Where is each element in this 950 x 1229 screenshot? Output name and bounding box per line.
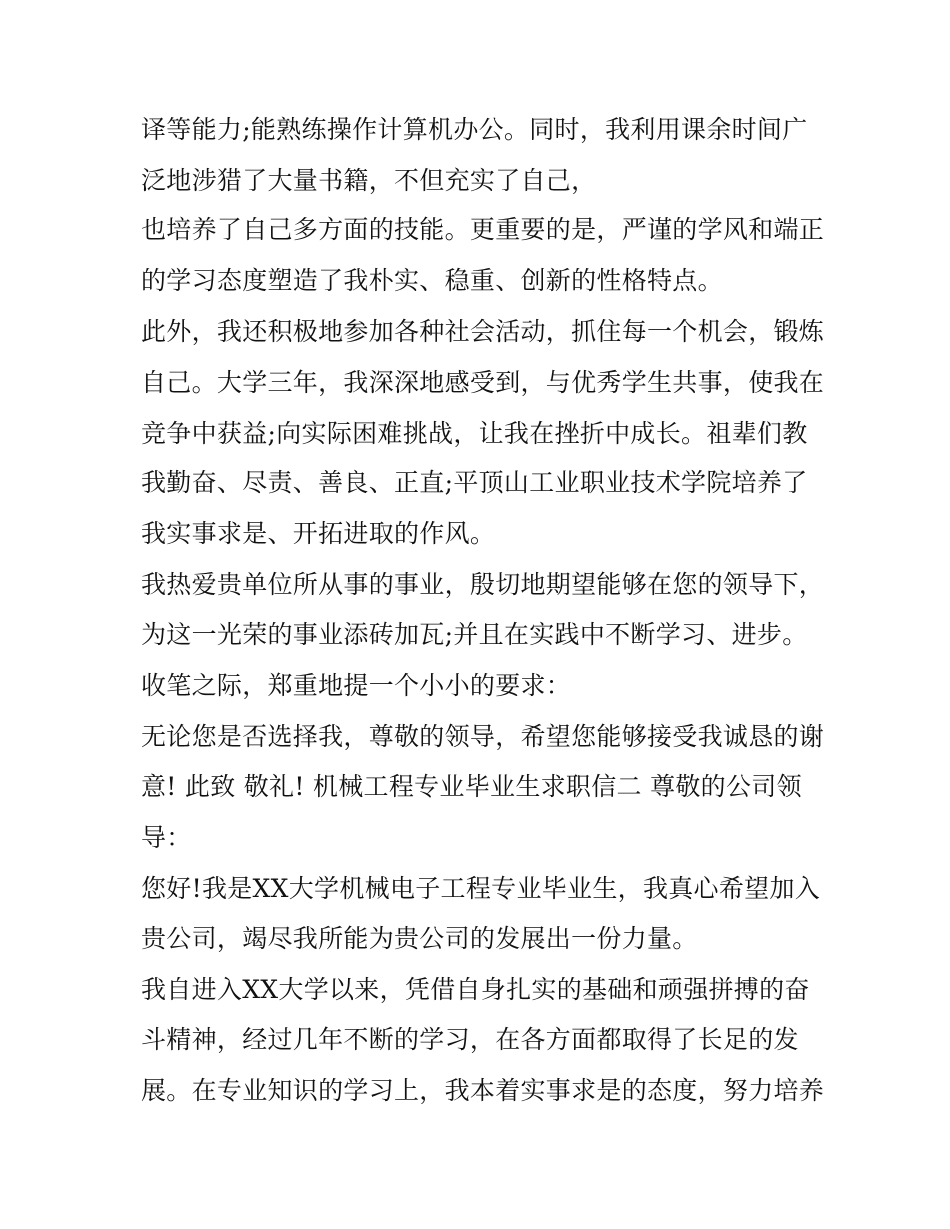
text-line: 我勤奋、尽责、善良、正直;平顶山工业职业技术学院培养了	[141, 468, 808, 497]
text-line: 我热爱贵单位所从事的事业，殷切地期望能够在您的领导下，	[141, 570, 825, 599]
text-line: 斗精神，经过几年不断的学习，在各方面都取得了长足的发	[141, 1025, 799, 1054]
text-line: 我实事求是、开拓进取的作风。	[141, 519, 496, 548]
text-line: 泛地涉猎了大量书籍，不但充实了自己，	[141, 166, 597, 195]
text-line: 您好!我是XX大学机械电子工程专业毕业生，我真心希望加入	[141, 874, 821, 903]
text-line: 自己。大学三年，我深深地感受到，与优秀学生共事，使我在	[141, 368, 825, 397]
text-line: 收笔之际，郑重地提一个小小的要求：	[141, 671, 572, 700]
text-line: 展。在专业知识的学习上，我本着实事求是的态度，努力培养	[141, 1076, 825, 1105]
text-line: 竞争中获益;向实际困难挑战，让我在挫折中成长。祖辈们教	[141, 419, 808, 448]
text-line: 译等能力;能熟练操作计算机办公。同时，我利用课余时间广	[141, 115, 808, 144]
text-line: 贵公司，竭尽我所能为贵公司的发展出一份力量。	[141, 924, 698, 953]
text-line: 此外，我还积极地参加各种社会活动，抓住每一个机会，锻炼	[141, 317, 825, 346]
text-line: 为这一光荣的事业添砖加瓦;并且在实践中不断学习、进步。	[141, 620, 808, 649]
text-line: 也培养了自己多方面的技能。更重要的是，严谨的学风和端正	[141, 215, 825, 244]
text-line: 导：	[141, 823, 192, 852]
text-line: 意! 此致 敬礼! 机械工程专业毕业生求职信二 尊敬的公司领	[141, 772, 802, 801]
text-line: 我自进入XX大学以来，凭借自身扎实的基础和顽强拼搏的奋	[141, 975, 810, 1004]
text-line: 无论您是否选择我，尊敬的领导，希望您能够接受我诚恳的谢	[141, 722, 825, 751]
text-line: 的学习态度塑造了我朴实、稳重、创新的性格特点。	[141, 266, 723, 295]
